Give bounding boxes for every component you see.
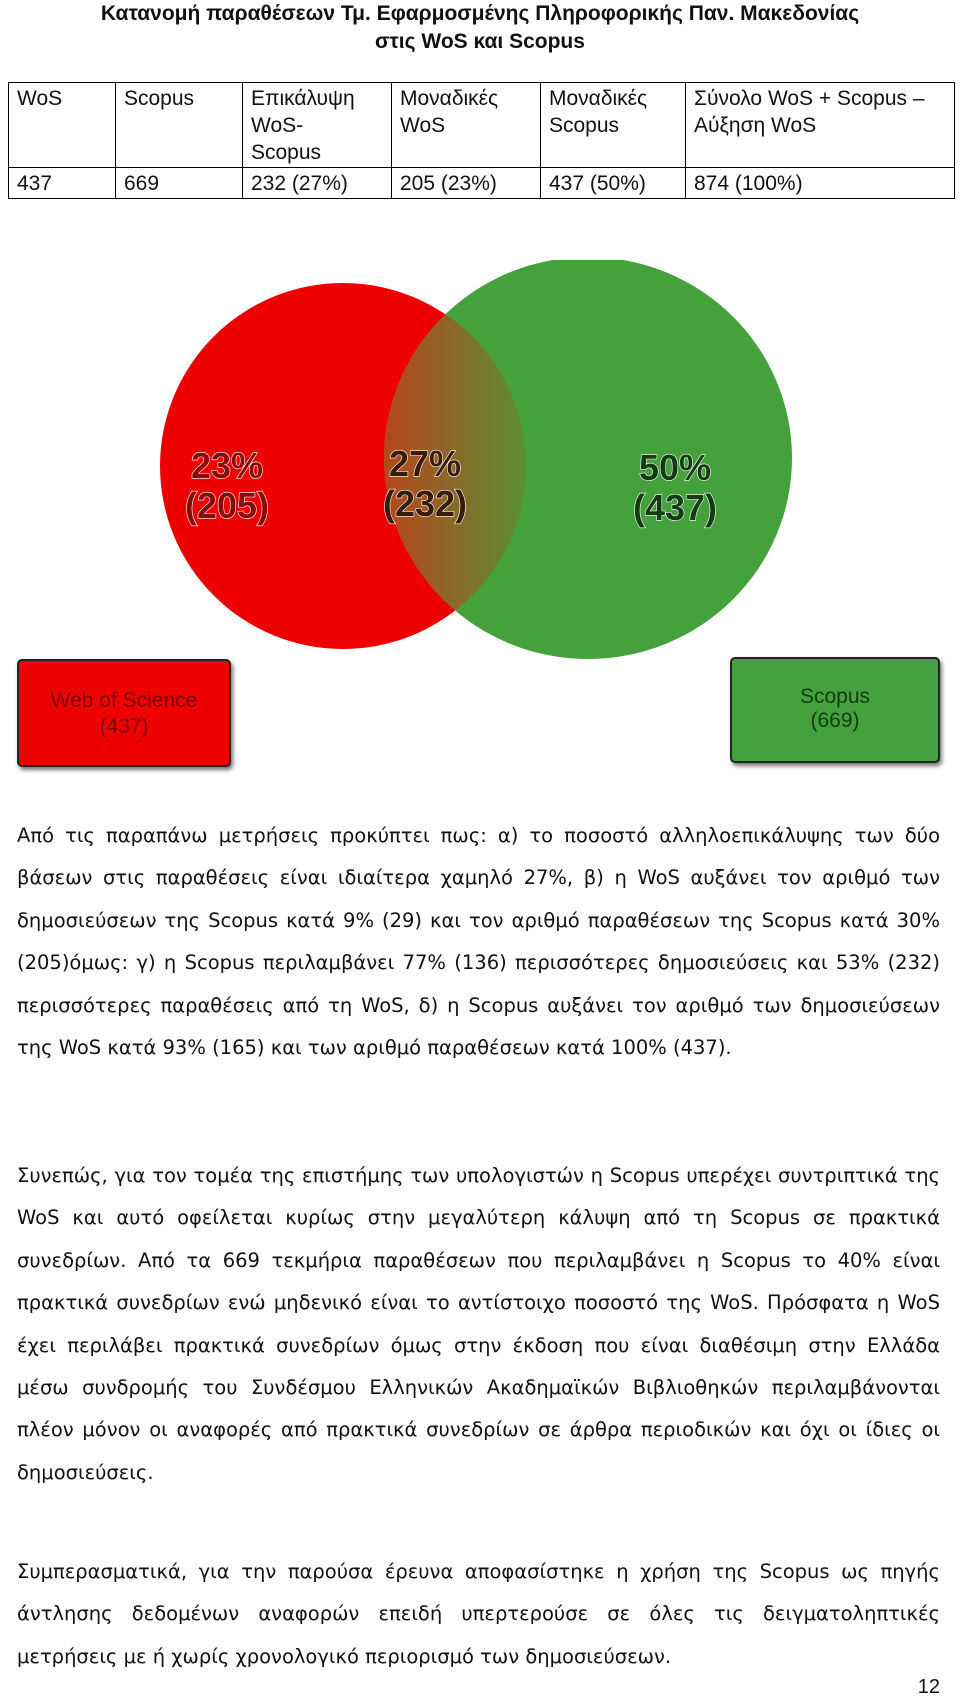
overlap-percent: 27% [388,443,462,484]
header-cell-total: Σύνολο WoS + Scopus – Αύξηση WoS [686,83,955,168]
header-cell-unique-scopus: Μοναδικές Scopus [541,83,686,168]
value-cell-total: 874 (100%) [686,168,955,199]
value-cell-scopus: 669 [116,168,243,199]
page-title-line-2: στις WoS και Scopus [375,30,585,53]
page-title-line-1: Κατανομή παραθέσεων Τμ. Εφαρμοσμένης Πληροφορικής Παν. Μακεδονίας [100,2,860,25]
wos-legend-count: (437) [99,715,149,738]
value-cell-overlap: 232 (27%) [243,168,392,199]
citation-counts-table [8,82,955,199]
header-cell-overlap: Επικάλυψη WoS- Scopus [243,83,392,168]
scopus-only-count: (437) [632,487,718,528]
header-cell-unique-wos: Μοναδικές WoS [392,83,541,168]
value-cell-unique-scopus: 437 (50%) [541,168,686,199]
scopus-legend-label: Scopus [799,685,871,708]
value-cell-unique-wos: 205 (23%) [392,168,541,199]
scopus-legend-count: (669) [810,709,860,732]
paragraph-conclusion-scopus: Συνεπώς, για τον τομέα της επιστήμης των υπολογιστών η Scopus υπερέχει συντριπτικά της WoS και αυτό οφείλεται κυρίως στην μεγαλύτερη κάλυψη από τη Scopus σε πρακτικά συνεδρίων. Από τα 669 τεκμήρια παραθέσεων που περιλαμβάνει η Scopus το 40% είναι πρακτικά συνεδρίων ενώ μηδενικό είναι το αντίστοιχο ποσοστό της WoS. Πρόσφατα η WoS έχει περιλάβει πρακτικά συνεδρίων όμως στην έκδοση που είναι διαθέσιμη στην Ελλάδα μέσω συνδρομής του Συνδέσμου Ελληνικών Ακαδημαϊκών Βιβλιοθηκών περιλαμβάνονται πλέον μόνον οι αναφορές από πρακτικά συνεδρίων σε άρθρα περιοδικών και όχι οι ίδιες οι δημοσιεύσεις. [17,1164,940,1484]
wos-only-percent: 23% [190,445,264,486]
table-value-row [9,168,955,199]
page-number: 12 [917,1676,940,1698]
wos-legend-box [18,660,230,766]
page-title [0,0,960,56]
paragraph-findings: Από τις παραπάνω μετρήσεις προκύπτει πως: α) το ποσοστό αλληλοεπικάλυψης των δύο βάσεων στις παραθέσεις είναι ιδιαίτερα χαμηλό 27%, β) η WoS αυξάνει τον αριθμό των δημοσιεύσεων της Scopus κατά 9% (29) και τον αριθμό παραθέσεων της Scopus κατά 30% (205)όμως: γ) η Scopus περιλαμβάνει 77% (136) περισσότερες δημοσιεύσεις και 53% (232) περισσότερες παραθέσεις από τη WoS, δ) η Scopus αυξάνει τον αριθμό των δημοσιεύσεων της WoS κατά 93% (165) και των αριθμό παραθέσεων κατά 100% (437). [17,824,940,1060]
header-cell-wos: WoS [9,83,116,168]
table-header-row [9,83,955,168]
scopus-only-percent: 50% [638,447,712,488]
header-cell-scopus: Scopus [116,83,243,168]
overlap-count: (232) [382,483,468,524]
paragraph-final-decision: Συμπερασματικά, για την παρούσα έρευνα αποφασίστηκε η χρήση της Scopus ως πηγής άντλησης δεδομένων αναφορών επειδή υπερτερούσε σε όλες τις δειγματοληπτικές μετρήσεις με ή χωρίς χρονολογικό περιορισμό των δημοσιεύσεων. [17,1560,940,1668]
wos-legend-label: Web of Science [50,689,198,712]
value-cell-wos: 437 [9,168,116,199]
wos-only-count: (205) [184,485,270,526]
venn-diagram [0,260,960,780]
